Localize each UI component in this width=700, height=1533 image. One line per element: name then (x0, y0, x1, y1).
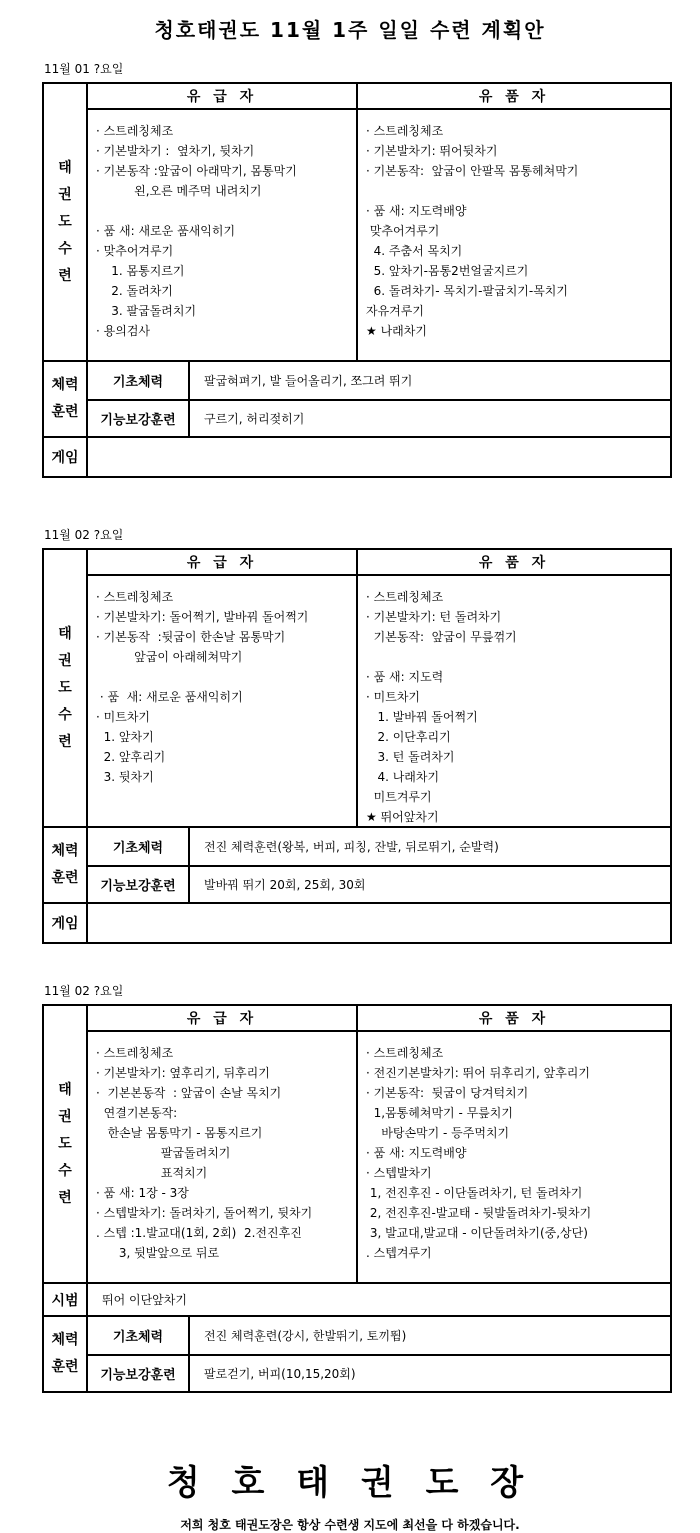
physical-training-section (44, 362, 670, 438)
text-line (366, 181, 668, 201)
text-line: 권 (58, 652, 72, 669)
text-line: · 스텝발차기: 돌려차기, 돌어쩍기, 뒷차기 (96, 1206, 313, 1220)
geup-content (88, 576, 358, 826)
text-line: 바탕손막기 - 등주먹치기 (366, 1126, 510, 1140)
text-line: 앞굽이 아래헤쳐막기 (96, 650, 243, 664)
text-line (96, 667, 354, 687)
text-line: 체력 (51, 1332, 79, 1348)
column-header-row (88, 550, 670, 576)
poom-column-header: 유 품 자 (478, 1011, 550, 1027)
text-line: 한손날 몸통막기 - 몸통지르기 (96, 1126, 263, 1140)
text-line: · 품 새: 지도력배양 (366, 204, 467, 218)
text-line: · 기본동작: 앞굽이 안팔목 몸통헤쳐막기 (366, 164, 579, 178)
basic-fitness-row (88, 828, 670, 865)
text-line: 권 (58, 186, 72, 203)
geup-column-header: 유 급 자 (88, 550, 358, 574)
text-line: 3. 팔굽돌려치기 (96, 304, 197, 318)
text-line: · 기본본동작 : 앞굽이 손날 목치기 (96, 1086, 282, 1100)
text-line: 체력 (51, 843, 79, 859)
text-line: · 기본발차기: 돌어쩍기, 발바꿔 돌어쩍기 (96, 610, 309, 624)
text-line: · 품 새: 새로운 품새익히기 (96, 690, 243, 704)
text-line: 왼,오른 메주먹 내려치기 (96, 184, 262, 198)
page-title: 청호태권도 11월 1주 일일 수련 계획안 (154, 18, 546, 42)
supplement-label: 기능보강훈련 (88, 1356, 190, 1391)
text-line: 3. 뒷차기 (96, 770, 154, 784)
text-line: 1. 발바꿔 돌어쩍기 (366, 710, 478, 724)
row-label-game: 게임 (44, 438, 88, 476)
text-line: · 용의검사 (96, 324, 150, 338)
geup-content (88, 1032, 358, 1282)
text-line (96, 201, 354, 221)
text-line: 4. 주춤서 목치기 (366, 244, 463, 258)
text-line: . 스텝 :1.발교대(1회, 2회) 2.전진후진 (96, 1226, 302, 1240)
date-label: 11월 01 ?요일 (44, 62, 124, 76)
text-line: 2, 전진후진-발교태 - 뒷발돌려차기-뒷차기 (366, 1206, 592, 1220)
text-line: 3, 뒷발앞으로 뒤로 (96, 1246, 220, 1260)
game-value (88, 904, 670, 942)
text-line: 4. 나래차기 (366, 770, 440, 784)
text-line: · 스트레칭체조 (366, 124, 444, 138)
text-line: 수 (58, 1162, 72, 1179)
text-line: · 기본발차기: 옆후리기, 뒤후리기 (96, 1066, 270, 1080)
text-line: · 기본발차기 : 옆차기, 뒷차기 (96, 144, 255, 158)
text-line: · 스트레칭체조 (96, 590, 174, 604)
date-label: 11월 02 ?요일 (44, 528, 124, 542)
supplement-label: 기능보강훈련 (88, 401, 190, 436)
training-content-row (88, 576, 670, 826)
poom-column-header: 유 품 자 (478, 555, 550, 571)
text-line: 1. 몸통지르기 (96, 264, 185, 278)
dojang-slogan: 저희 청호 태권도장은 항상 수련생 지도에 최선을 다 하겠습니다. (180, 1518, 520, 1532)
text-line: 기본동작: 앞굽이 무릎꺾기 (366, 630, 517, 644)
geup-column-header: 유 급 자 (88, 84, 358, 108)
basic-fitness-value: 전진 체력훈련(강시, 한발뛰기, 토끼뜀) (204, 1329, 407, 1343)
text-line: · 스트레칭체조 (366, 1046, 444, 1060)
text-line: 자유겨루기 (366, 304, 424, 318)
row-label-physical-training (44, 362, 88, 436)
supplement-row (88, 1354, 670, 1391)
day-section-1 (42, 60, 672, 478)
row-label-physical-training (44, 828, 88, 902)
text-line: 연결기본동작: (96, 1106, 178, 1120)
text-line: · 품 새: 1장 - 3장 (96, 1186, 189, 1200)
poom-column-header: 유 품 자 (478, 89, 550, 105)
geup-column-header: 유 급 자 (88, 1006, 358, 1030)
text-line: 3, 발교대,발교대 - 이단돌려차기(중,상단) (366, 1226, 588, 1240)
text-line: 태 (58, 159, 72, 176)
text-line: ★ 나래차기 (366, 324, 427, 338)
text-line: 팔굽돌려치기 (96, 1146, 231, 1160)
row-label-taekwondo-suryeon (44, 1006, 88, 1282)
supplement-row (88, 865, 670, 902)
text-line: 1. 앞차기 (96, 730, 154, 744)
text-line: 도 (58, 679, 72, 696)
text-line: · 기본동작 :뒷굽이 한손날 몸통막기 (96, 630, 286, 644)
text-line: 2. 앞후리기 (96, 750, 166, 764)
text-line: · 스트레칭체조 (366, 590, 444, 604)
text-line: 표적치기 (96, 1166, 208, 1180)
text-line: 1, 전진후진 - 이단돌려차기, 턴 돌려차기 (366, 1186, 583, 1200)
text-line: 훈련 (51, 404, 79, 420)
text-line: 도 (58, 213, 72, 230)
training-columns (88, 1006, 670, 1282)
day-section-3 (42, 982, 672, 1393)
text-line (366, 647, 668, 667)
basic-fitness-row (88, 1317, 670, 1354)
basic-fitness-label: 기초체력 (88, 362, 190, 399)
schedule-table (42, 82, 672, 478)
text-line: · 전진기본발차기: 뛰어 뒤후리기, 앞후리기 (366, 1066, 590, 1080)
basic-fitness-value: 전진 체력훈련(왕복, 버피, 피칭, 잔발, 뒤로뛰기, 순발력) (204, 840, 499, 854)
text-line: · 스텝발차기 (366, 1166, 432, 1180)
schedule-table (42, 548, 672, 944)
physical-training-section (44, 828, 670, 904)
poom-content (358, 1032, 670, 1282)
text-line: 태 (58, 1081, 72, 1098)
text-line: · 스트레칭체조 (96, 1046, 174, 1060)
training-columns (88, 550, 670, 826)
day-section-2 (42, 526, 672, 944)
text-line: 미트겨루기 (366, 790, 432, 804)
physical-training-section (44, 1317, 670, 1391)
game-row (44, 438, 670, 476)
text-line: 2. 돌려차기 (96, 284, 173, 298)
text-line: 태 (58, 625, 72, 642)
text-line: · 미트차기 (366, 690, 420, 704)
demo-value: 뛰어 이단앞차기 (102, 1293, 187, 1307)
text-line: 련 (58, 733, 72, 750)
text-line: 련 (58, 267, 72, 284)
physical-subrows (88, 828, 670, 902)
geup-content (88, 110, 358, 360)
supplement-value: 팔로걷기, 버피(10,15,20회) (204, 1367, 356, 1381)
basic-fitness-label: 기초체력 (88, 828, 190, 865)
row-label-taekwondo-suryeon (44, 550, 88, 826)
text-line: 맞추어겨루기 (366, 224, 440, 238)
basic-fitness-row (88, 362, 670, 399)
physical-subrows (88, 1317, 670, 1391)
date-label: 11월 02 ?요일 (44, 984, 124, 998)
schedule-table (42, 1004, 672, 1393)
training-columns (88, 84, 670, 360)
row-label-game: 게임 (44, 904, 88, 942)
supplement-value: 구르기, 허리젖히기 (204, 412, 305, 426)
dojang-name: 청 호 태 권 도 장 (166, 1463, 534, 1503)
basic-fitness-value: 팔굽혀펴기, 발 들어올리기, 쪼그려 뛰기 (204, 374, 413, 388)
text-line: 1,몸통헤쳐막기 - 무릎치기 (366, 1106, 513, 1120)
text-line: · 스트레칭체조 (96, 124, 174, 138)
text-line: · 맞추어겨루기 (96, 244, 174, 258)
text-line: 수 (58, 706, 72, 723)
text-line: · 기본발차기: 뛰어뒷차기 (366, 144, 498, 158)
text-line: 5. 앞차기-몸통2번얼굴지르기 (366, 264, 529, 278)
text-line: 3. 턴 돌려차기 (366, 750, 455, 764)
game-row (44, 904, 670, 942)
supplement-value: 발바꿔 뛰기 20회, 25회, 30회 (204, 878, 366, 892)
game-value (88, 438, 670, 476)
text-line: 6. 돌려차기- 목치기-팔굽치기-목치기 (366, 284, 568, 298)
text-line: ★ 뛰어앞차기 (366, 810, 439, 824)
supplement-label: 기능보강훈련 (88, 867, 190, 902)
supplement-row (88, 399, 670, 436)
column-header-row (88, 84, 670, 110)
poom-content (358, 110, 670, 360)
text-line: · 기본발차기: 턴 돌려차기 (366, 610, 502, 624)
column-header-row (88, 1006, 670, 1032)
text-line: 훈련 (51, 870, 79, 886)
training-section (44, 84, 670, 362)
text-line: . 스텝겨루기 (366, 1246, 432, 1260)
text-line: 련 (58, 1189, 72, 1206)
text-line: · 기본동작 :앞굽이 아래막기, 몸통막기 (96, 164, 297, 178)
text-line: · 미트차기 (96, 710, 150, 724)
physical-subrows (88, 362, 670, 436)
text-line: 수 (58, 240, 72, 257)
text-line: · 품 새: 지도력 (366, 670, 444, 684)
text-line: · 기본동작: 뒷굽이 당겨턱치기 (366, 1086, 529, 1100)
row-label-demo: 시범 (44, 1284, 88, 1315)
text-line: · 품 새: 지도력배양 (366, 1146, 467, 1160)
demo-row (44, 1284, 670, 1317)
row-label-physical-training (44, 1317, 88, 1391)
training-content-row (88, 1032, 670, 1282)
text-line: 권 (58, 1108, 72, 1125)
poom-content (358, 576, 670, 826)
training-section (44, 550, 670, 828)
text-line: 훈련 (51, 1359, 79, 1375)
text-line: 도 (58, 1135, 72, 1152)
text-line: 2. 이단후리기 (366, 730, 451, 744)
text-line: 체력 (51, 377, 79, 393)
row-label-taekwondo-suryeon (44, 84, 88, 360)
text-line: · 품 새: 새로운 품새익히기 (96, 224, 236, 238)
basic-fitness-label: 기초체력 (88, 1317, 190, 1354)
training-content-row (88, 110, 670, 360)
training-section (44, 1006, 670, 1284)
